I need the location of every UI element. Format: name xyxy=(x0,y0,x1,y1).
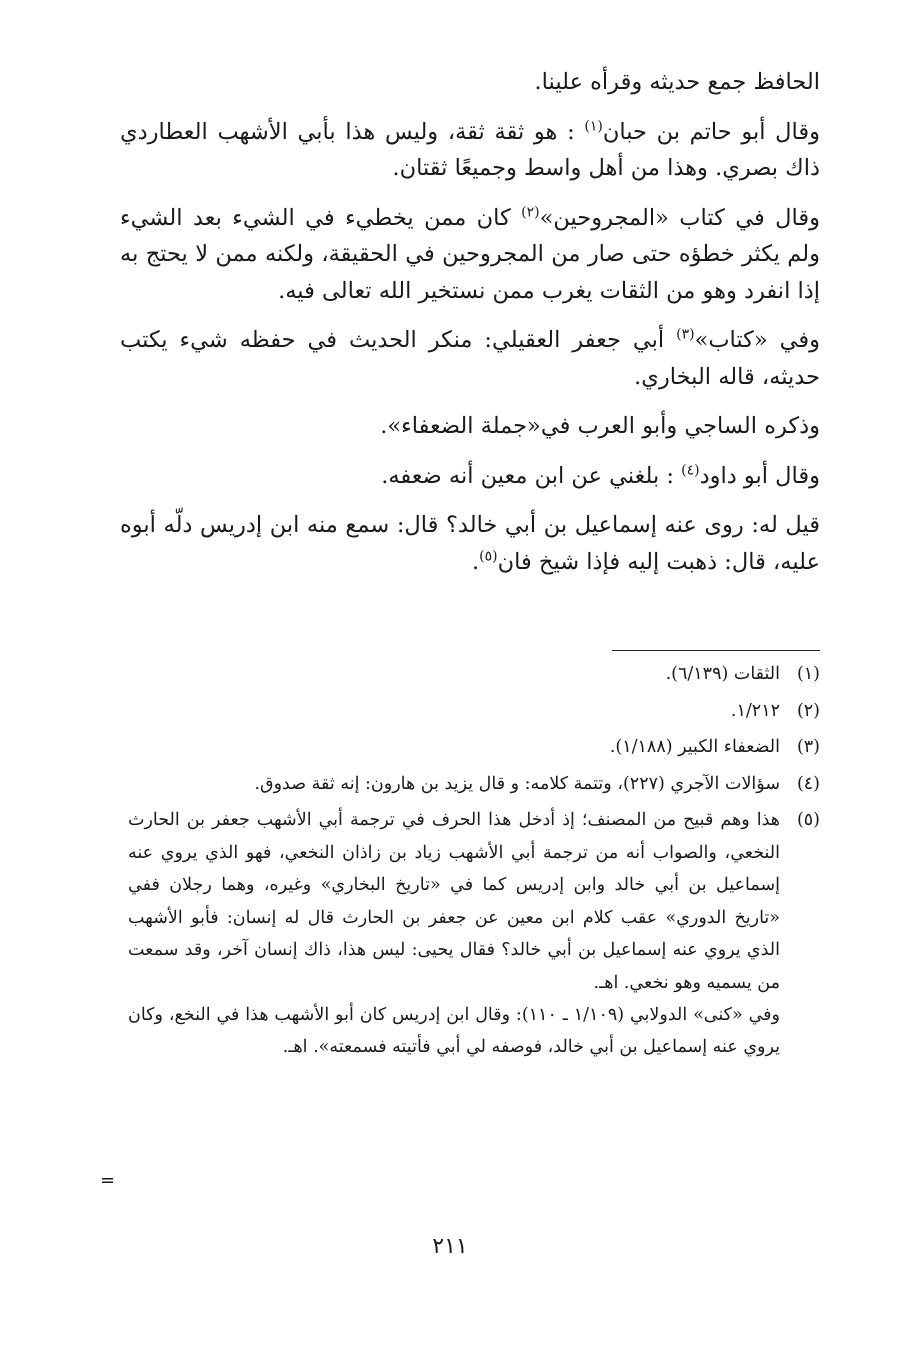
paragraph-4-text-b: أبي جعفر العقيلي: منكر الحديث في حفظه شيء يكتب حديثه، قاله البخاري. xyxy=(120,327,820,390)
paragraph-1 xyxy=(120,64,820,101)
paragraph-3 xyxy=(120,200,820,310)
paragraph-3-text-b: كان ممن يخطيء في الشيء بعد الشيء ولم يكثر خطؤه حتى صار من المجروحين في الحقيقة، ولكنه ممن لا يحتج به إذا انفرد وهو من الثقات يغرب ممن نستخير الله تعالى فيه. xyxy=(120,204,820,304)
paragraph-4-text-a: وفي «كتاب» xyxy=(694,327,820,353)
footnote-text: الضعفاء الكبير (١/١٨٨). xyxy=(609,737,780,757)
footnote-ref-3: (٣) xyxy=(676,326,695,343)
footnote-ref-1: (١) xyxy=(584,118,603,134)
footnote-ref-5: (٥) xyxy=(479,548,498,564)
footnote-text: سؤالات الآجري (٢٢٧)، وتتمة كلامه: و قال يزيد بن هارون: إنه ثقة صدوق. xyxy=(254,773,780,794)
footnote-4 xyxy=(128,768,820,801)
footnote-1 xyxy=(128,658,820,691)
paragraph-4 xyxy=(120,322,820,395)
paragraph-5-text: وذكره الساجي وأبو العرب في«جملة الضعفاء». xyxy=(380,413,820,439)
paragraph-7-text-a: قيل له: روى عنه إسماعيل بن أبي خالد؟ قال: سمع منه ابن إدريس دلّه أبوه عليه، قال: ذهبت إليه فإذا شيخ فان xyxy=(120,512,820,575)
paragraph-6-text-a: وقال أبو داود xyxy=(699,462,820,489)
footnote-separator xyxy=(612,650,820,651)
main-text xyxy=(120,64,820,593)
paragraph-2-text-b: : هو ثقة ثقة، وليس هذا بأبي الأشهب العطاردي ذاك بصري. وهذا من أهل واسط وجميعًا ثقتان. xyxy=(120,118,820,181)
paragraph-6 xyxy=(120,458,820,495)
footnote-number: (١) xyxy=(796,664,820,684)
footnote-number: (٤) xyxy=(796,773,820,794)
page-number: ٢١١ xyxy=(432,1234,468,1259)
paragraph-6-text-b: : بلغني عن ابن معين أنه ضعفه. xyxy=(381,462,682,489)
footnote-number: (٢) xyxy=(796,700,820,721)
paragraph-1-text: الحافظ جمع حديثه وقرأه علينا. xyxy=(534,69,820,95)
footnote-3 xyxy=(128,731,820,764)
footnote-number: (٣) xyxy=(796,737,820,757)
footnote-text: ١/٢١٢. xyxy=(730,700,780,721)
paragraph-7-text-b: . xyxy=(472,548,480,575)
footnotes xyxy=(128,658,820,1067)
footnote-ref-4: (٤) xyxy=(681,462,700,478)
paragraph-2 xyxy=(120,114,820,187)
footnote-continuation: وفي «كنى» الدولابي (١/١٠٩ ـ ١١٠): وقال ابن إدريس كان أبو الأشهب هذا في النخع، وكان يروي عنه إسماعيل بن أبي خالد، فوصفه لي أبي فأتيته فسمعته». اهـ. xyxy=(128,1005,780,1057)
footnote-ref-2: (٢) xyxy=(521,204,540,220)
footnote-2 xyxy=(128,695,820,728)
paragraph-3-text-a: وقال في كتاب «المجروحين» xyxy=(539,204,820,231)
paragraph-7 xyxy=(120,507,820,580)
footnote-text: هذا وهم قبيح من المصنف؛ إذ أدخل هذا الحرف في ترجمة أبي الأشهب جعفر بن الحارث النخعي، والصواب أنه من ترجمة أبي الأشهب زياد بن زاذان النخعي، فهو الذي يروي عنه إسماعيل بن أبي خالد وابن إدريس كما في «تاريخ البخاري» وغيره، وهما رجلان ففي «تاريخ الدوري» عقب كلام ابن معين عن جعفر بن الحارث قال له إنسان: فأبو الأشهب الذي يروي عنه إسماعيل بن أبي خالد؟ فقال يحيى: ليس هذا، ذاك إنسان آخر، وقد سمعت من يسميه وهو نخعي. اهـ. xyxy=(128,810,780,993)
footnote-number: (٥) xyxy=(796,810,820,830)
paragraph-2-text-a: وقال أبو حاتم بن حبان xyxy=(602,118,820,145)
footnote-text: الثقات (٦/١٣٩). xyxy=(665,664,780,684)
footnote-5 xyxy=(128,804,820,1063)
paragraph-5 xyxy=(120,408,820,445)
continuation-mark: = xyxy=(100,1170,116,1191)
